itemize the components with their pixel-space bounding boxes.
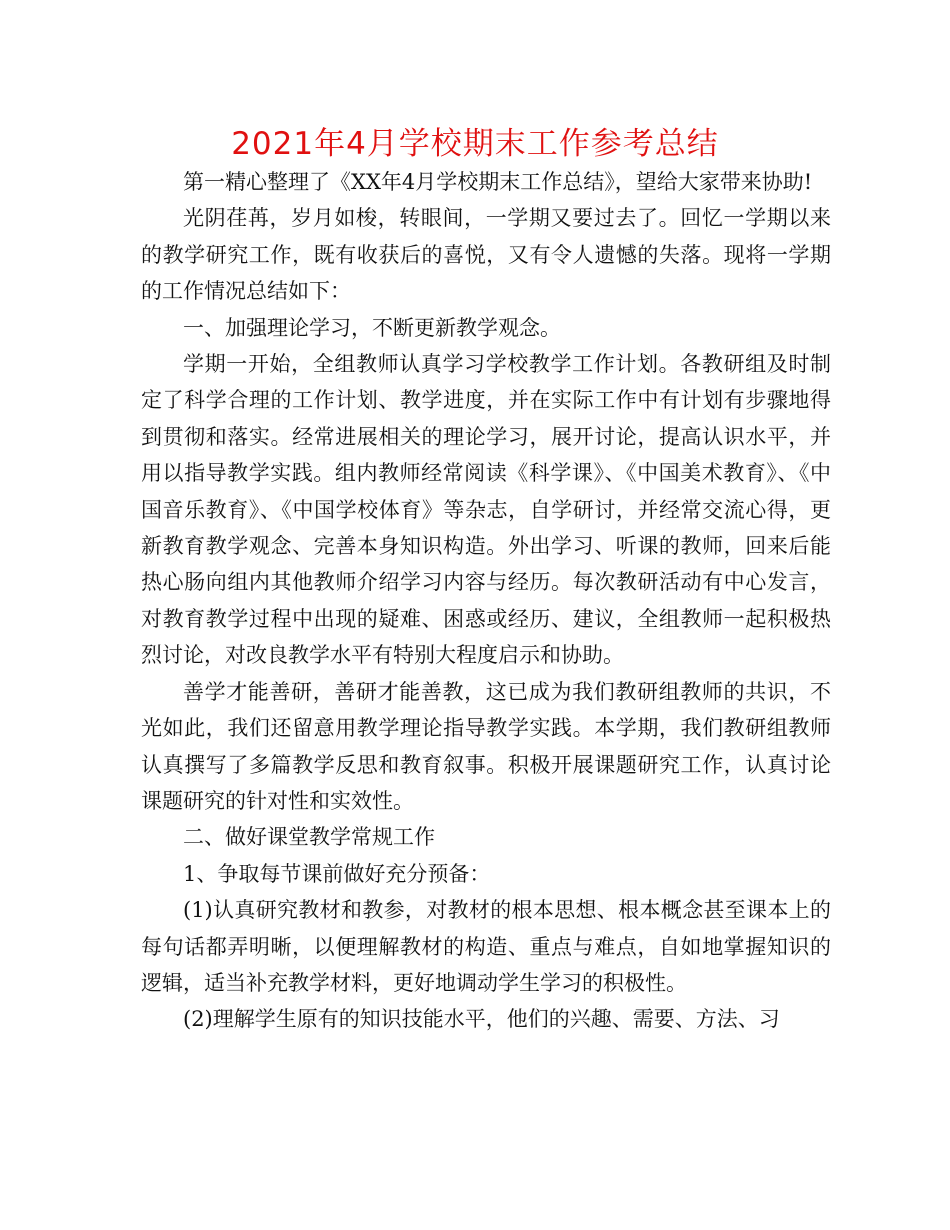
document-body [141,164,831,1038]
paragraph-theory-study: 学期一开始，全组教师认真学习学校教学工作计划。各教研组及时制定了科学合理的工作计划、教学进度，并在实际工作中有计划有步骤地得到贯彻和落实。经常进展相关的理论学习，展开讨论，提高认识水平，并用以指导教学实践。组内教师经常阅读《科学课》、《中国美术教育》、《中国音乐教育》、《中国学校体育》等杂志，自学研讨，并经常交流心得，更新教育教学观念、完善本身知识构造。外出学习、听课的教师，回来后能热心肠向组内其他教师介绍学习内容与经历。每次教研活动有中心发言，对教育教学过程中出现的疑难、困惑或经历、建议，全组教师一起积极热烈讨论，对改良教学水平有特别大程度启示和协助。 [141,352,831,668]
list-item-1: (1)认真研究教材和教参，对教材的根本思想、根本概念甚至课本上的每句话都弄明晰，以便理解教材的构造、重点与难点，自如地掌握知识的逻辑，适当补充教学材料，更好地调动学生学习的积极性。 [141,898,831,995]
paragraph-opening: 光阴荏苒，岁月如梭，转眼间，一学期又要过去了。回忆一学期以来的教学研究工作，既有收获后的喜悦，又有令人遗憾的失落。现将一学期的工作情况总结如下： [141,206,831,304]
list-item-2: (2)理解学生原有的知识技能水平，他们的兴趣、需要、方法、习 [183,1007,780,1032]
subheading-preparation: 1、争取每节课前做好充分预备： [183,861,491,886]
paragraph-intro: 第一精心整理了《XX年4月学校期末工作总结》，望给大家带来协助! [183,170,813,194]
section-heading-1: 一、加强理论学习，不断更新教学观念。 [183,315,561,340]
document-title: 2021年4月学校期末工作参考总结 [231,126,719,162]
paragraph-research: 善学才能善研，善研才能善教，这已成为我们教研组教师的共识，不光如此，我们还留意用教学理论指导教学实践。本学期，我们教研组教师认真撰写了多篇教学反思和教育叙事。积极开展课题研究工作，认真讨论课题研究的针对性和实效性。 [141,679,831,813]
section-heading-2: 二、做好课堂教学常规工作 [183,825,435,850]
